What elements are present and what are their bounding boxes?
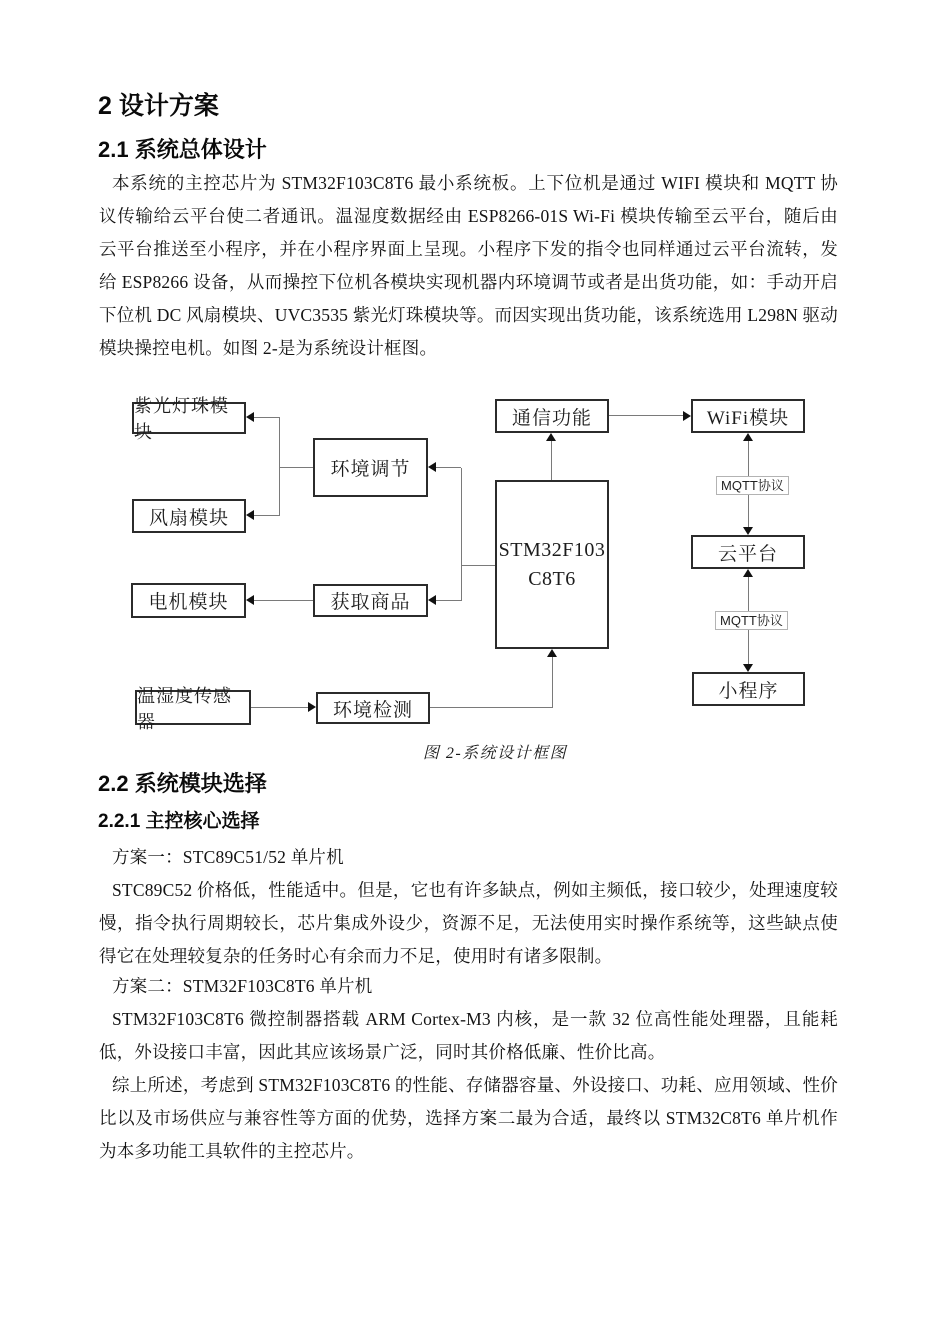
connector-left-branch bbox=[279, 417, 280, 516]
paragraph-conclusion: 综上所述，考虑到 STM32F103C8T6 的性能、存储器容量、外设接口、功耗、应用领域、性价比以及市场供应与兼容性等方面的优势，选择方案二最为合适，最终以 STM32C8T6 单片机作为本多功能工具软件的主控芯片。 bbox=[99, 1075, 838, 1161]
diagram-node-motor-module: 电机模块 bbox=[131, 583, 246, 618]
diagram-node-fan-module: 风扇模块 bbox=[132, 499, 246, 533]
connector-sensor-to-envdetect bbox=[251, 707, 308, 708]
diagram-node-comm-function: 通信功能 bbox=[495, 399, 609, 433]
diagram-node-env-detect: 环境检测 bbox=[316, 692, 430, 724]
arrowhead-into-wifi-bottom-icon bbox=[743, 433, 753, 441]
label-mqtt-protocol-top: MQTT协议 bbox=[716, 476, 789, 495]
paragraph-option1-title: 方案一：STC89C51/52 单片机 bbox=[112, 847, 344, 867]
arrowhead-into-getgoods-icon bbox=[428, 595, 436, 605]
arrowhead-into-comm-icon bbox=[546, 433, 556, 441]
arrowhead-into-motor-icon bbox=[246, 595, 254, 605]
diagram-node-wifi-module: WiFi模块 bbox=[691, 399, 805, 433]
connector-to-uvled bbox=[254, 417, 280, 418]
arrowhead-into-cloud-bottom-icon bbox=[743, 569, 753, 577]
connector-into-envadjust bbox=[436, 467, 461, 468]
connector-mcu-stub bbox=[461, 565, 495, 566]
section-heading: 2 设计方案 bbox=[98, 92, 219, 120]
diagram-node-cloud-platform: 云平台 bbox=[691, 535, 805, 569]
mcu-label-line2: C8T6 bbox=[528, 567, 576, 590]
connector-envadjust-stub bbox=[280, 467, 313, 468]
diagram-node-mini-program: 小程序 bbox=[692, 672, 805, 706]
arrowhead-into-mcu-bottom-icon bbox=[547, 649, 557, 657]
connector-mcu-to-comm bbox=[551, 441, 552, 480]
arrowhead-into-wifi-icon bbox=[683, 411, 691, 421]
diagram-node-get-goods: 获取商品 bbox=[313, 584, 428, 617]
paragraph-option2-body: STM32F103C8T6 微控制器搭载 ARM Cortex-M3 内核，是一款 32 位高性能处理器，且能耗低，外设接口丰富，因此其应该场景广泛，同时其价格低廉、性价比高。 bbox=[99, 1009, 838, 1062]
connector-up-to-mcu bbox=[552, 657, 553, 708]
arrowhead-into-miniprogram-icon bbox=[743, 664, 753, 672]
connector-comm-to-wifi bbox=[609, 415, 683, 416]
diagram-node-temp-humidity-sensor: 温湿度传感器 bbox=[135, 690, 251, 725]
figure-caption: 图 2-系统设计框图 bbox=[422, 745, 568, 762]
paragraph-option1-body: STC89C52 价格低，性能适中。但是，它也有许多缺点，例如主频低，接口较少，处理速度较慢，指令执行周期较长，芯片集成外设少，资源不足，无法使用实时操作系统等，这些缺点使得它在处理较复杂的任务时心有余而力不足，使用时有诸多限制。 bbox=[99, 880, 838, 966]
connector-into-getgoods bbox=[436, 600, 461, 601]
label-mqtt-protocol-bottom: MQTT协议 bbox=[715, 611, 788, 630]
diagram-node-mcu bbox=[495, 480, 609, 649]
arrowhead-into-envadjust-icon bbox=[428, 462, 436, 472]
arrowhead-into-fan-icon bbox=[246, 510, 254, 520]
diagram-node-uv-led-module: 紫光灯珠模块 bbox=[132, 402, 246, 434]
connector-mcu-branch bbox=[461, 468, 462, 601]
mcu-label-line1: STM32F103 bbox=[498, 538, 606, 561]
subsection-heading-2-2: 2.2 系统模块选择 bbox=[98, 771, 267, 796]
arrowhead-into-cloud-top-icon bbox=[743, 527, 753, 535]
diagram-node-env-adjust: 环境调节 bbox=[313, 438, 428, 497]
connector-getgoods-to-motor bbox=[254, 600, 313, 601]
connector-envdetect-out bbox=[430, 707, 552, 708]
subsubsection-heading-2-2-1: 2.2.1 主控核心选择 bbox=[98, 811, 260, 832]
arrowhead-into-uvled-icon bbox=[246, 412, 254, 422]
arrowhead-into-envdetect-icon bbox=[308, 702, 316, 712]
connector-to-fan bbox=[254, 515, 280, 516]
subsection-heading-2-1: 2.1 系统总体设计 bbox=[98, 137, 267, 162]
paragraph-overview: 本系统的主控芯片为 STM32F103C8T6 最小系统板。上下位机是通过 WIFI 模块和 MQTT 协议传输给云平台使二者通讯。温湿度数据经由 ESP8266-01S Wi-Fi 模块传输至云平台，随后由云平台推送至小程序，并在小程序界面上呈现。小程序下发的指令也同样通过云平台流转，发给 ESP8266 设备，从而操控下位机各模块实现机器内环境调节或者是出货功能，如：手动开启下位机 DC 风扇模块、UVC3535 紫光灯珠模块等。而因实现出货功能，该系统选用 L298N 驱动模块操控电机。如图 2-是为系统设计框图。 bbox=[99, 173, 838, 358]
paragraph-option2-title: 方案二：STM32F103C8T6 单片机 bbox=[112, 976, 373, 996]
